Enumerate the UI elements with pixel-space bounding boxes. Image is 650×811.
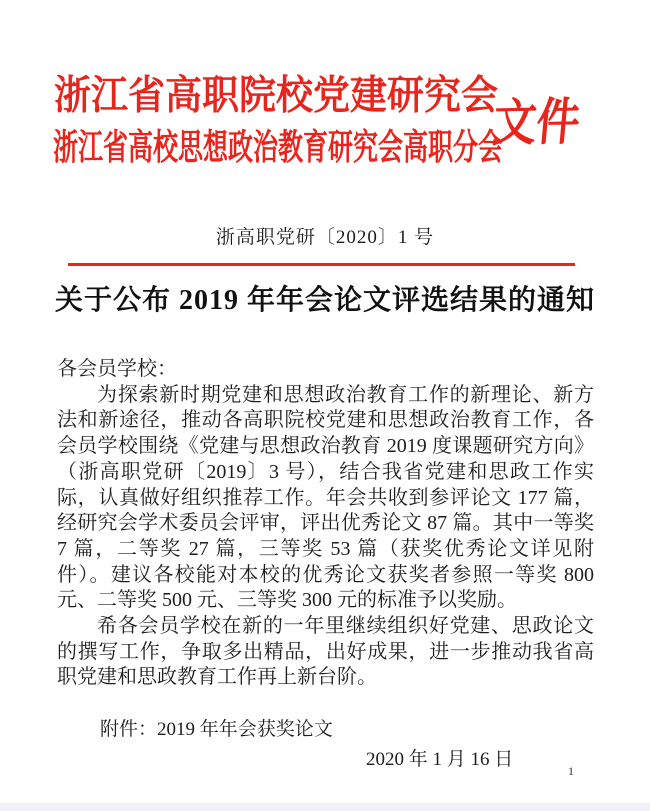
scan-bottom-strip [0,803,650,811]
body-paragraph-2: 希各会员学校在新的一年里继续组织好党建、思政论文的撰写工作，争取多出精品，出好成果，进一步推动我省高职党建和思政教育工作再上新台阶。 [57,615,594,689]
red-separator-line [68,263,575,266]
document-title: 关于公布 2019 年年会论文评选结果的通知 [54,285,595,316]
letterhead-org-line2: 浙江省高校思想政治教育研究会高职分会 [53,128,504,168]
letterhead-file-label: 文件 [490,95,583,153]
page-number: 1 [568,764,574,778]
attachment-line: 附件：2019 年年会获奖论文 [100,719,333,740]
document-body [57,357,594,691]
date-line: 2020 年 1 月 16 日 [366,749,514,770]
document-number: 浙高职党研〔2020〕1 号 [215,227,435,248]
body-paragraph-1: 为探索新时期党建和思想政治教育工作的新理论、新方法和新途径，推动各高职院校党建和思想政治教育工作，各会员学校围绕《党建与思想政治教育 2019 度课题研究方向》（浙高职党研〔2019〕3 号），结合我省党建和思政工作实际，认真做好组织推荐工作。年会共收到参评论文 177 篇，经研究会学术委员会评审，评出优秀论文 87 篇。其中一等奖 7 篇，二等奖 27 篇，三等奖 53 篇（获奖优秀论文详见附件）。建议各校能对本校的优秀论文获奖者参照一等奖 800 元、二等奖 500 元、三等奖 300 元的标准予以奖励。 [57,383,594,612]
letterhead-org-line1: 浙江省高职院校党建研究会 [54,73,498,119]
salutation-line: 各会员学校： [57,358,177,380]
